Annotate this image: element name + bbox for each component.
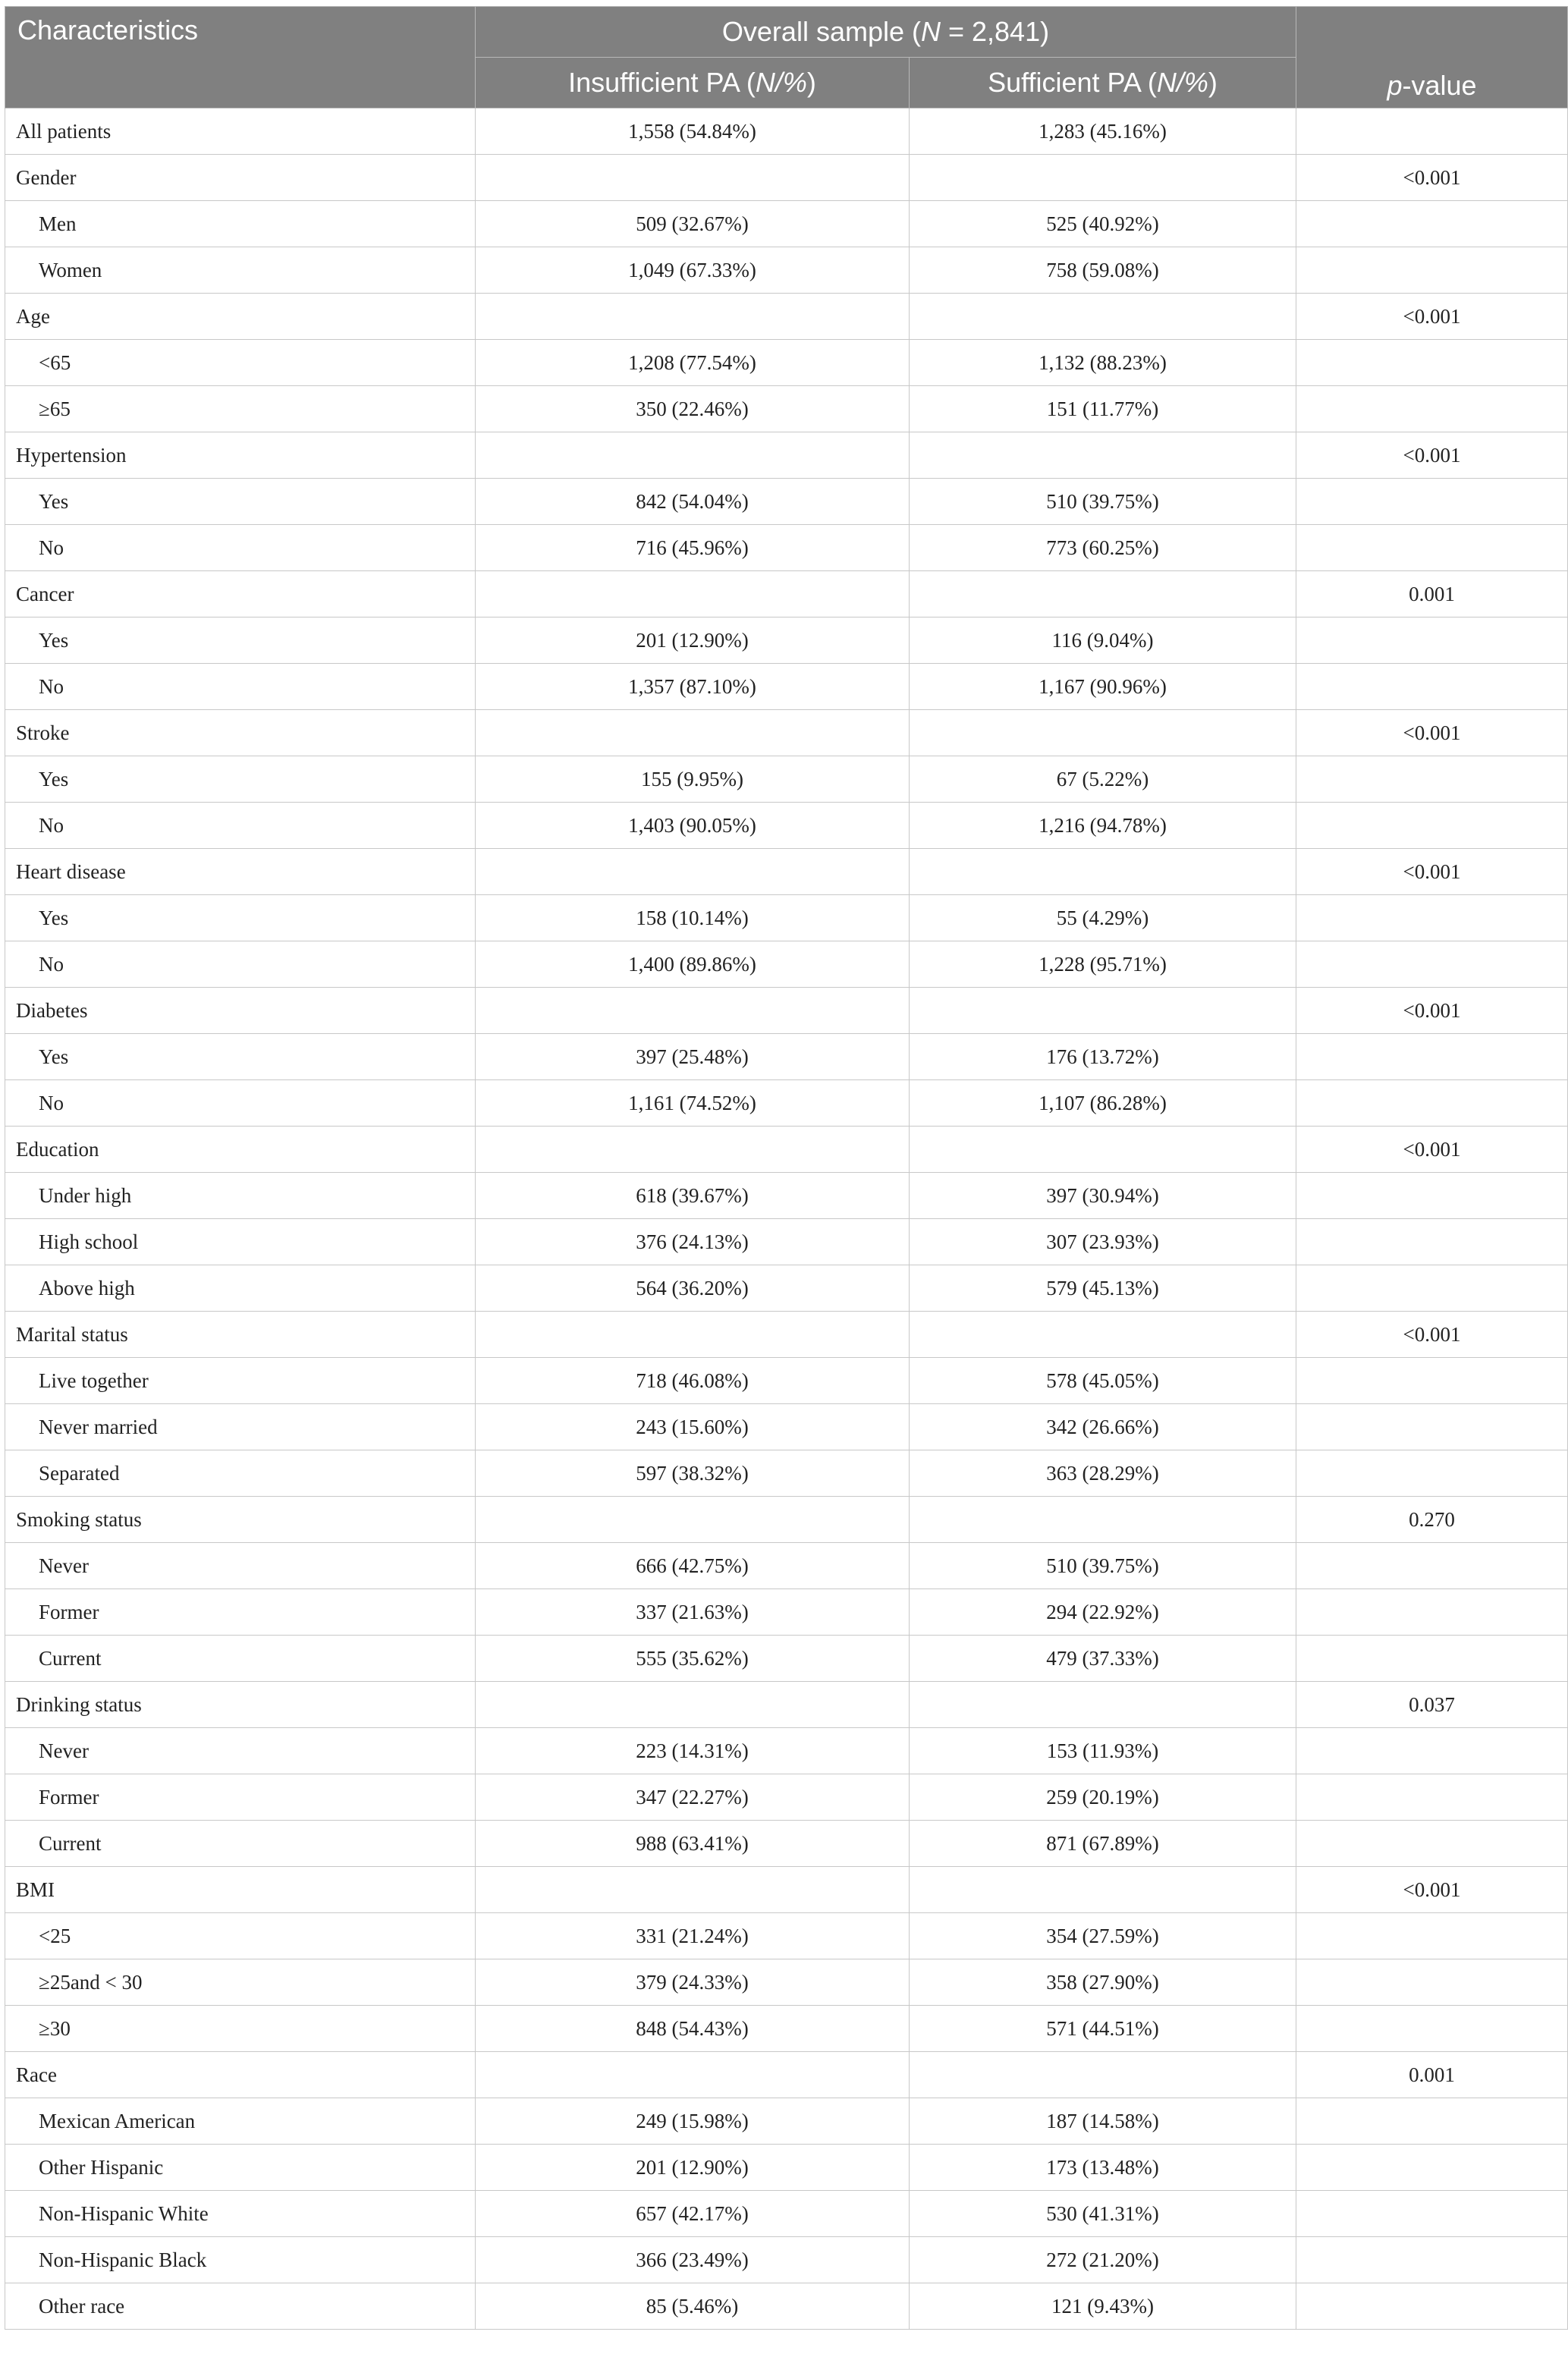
- insufficient-pa-cell: 842 (54.04%): [476, 479, 910, 525]
- sufficient-pa-cell: 116 (9.04%): [910, 617, 1296, 664]
- table-row: [5, 479, 1568, 525]
- table-row: [5, 1543, 1568, 1589]
- insufficient-pa-cell: [476, 155, 910, 201]
- p-value-cell: 0.001: [1296, 571, 1568, 617]
- table-row: [5, 849, 1568, 895]
- row-label: No: [5, 525, 476, 571]
- row-label: <25: [5, 1913, 476, 1959]
- insufficient-pa-cell: 223 (14.31%): [476, 1728, 910, 1774]
- header-sufficient-pa: Sufficient PA (N/%): [910, 58, 1296, 108]
- characteristics-table: [5, 6, 1568, 2330]
- sufficient-pa-cell: 363 (28.29%): [910, 1450, 1296, 1497]
- sufficient-pa-cell: [910, 710, 1296, 756]
- p-value-cell: [1296, 2283, 1568, 2330]
- row-label: Cancer: [5, 571, 476, 617]
- row-label: Separated: [5, 1450, 476, 1497]
- table-header: [5, 7, 1568, 108]
- table-row: [5, 988, 1568, 1034]
- table-row: [5, 155, 1568, 201]
- sufficient-pa-cell: 773 (60.25%): [910, 525, 1296, 571]
- table-row: [5, 1312, 1568, 1358]
- row-label: Under high: [5, 1173, 476, 1219]
- p-value-cell: [1296, 664, 1568, 710]
- row-label: Education: [5, 1127, 476, 1173]
- sufficient-pa-cell: 173 (13.48%): [910, 2145, 1296, 2191]
- table-row: [5, 2283, 1568, 2330]
- insufficient-pa-cell: [476, 294, 910, 340]
- insufficient-pa-cell: 379 (24.33%): [476, 1959, 910, 2006]
- row-label: Diabetes: [5, 988, 476, 1034]
- insufficient-pa-cell: 331 (21.24%): [476, 1913, 910, 1959]
- insufficient-pa-cell: [476, 1312, 910, 1358]
- table-row: [5, 941, 1568, 988]
- sufficient-pa-cell: 1,216 (94.78%): [910, 803, 1296, 849]
- sufficient-pa-cell: 510 (39.75%): [910, 479, 1296, 525]
- p-value-cell: [1296, 1728, 1568, 1774]
- insufficient-pa-cell: 1,400 (89.86%): [476, 941, 910, 988]
- p-value-cell: [1296, 941, 1568, 988]
- table-row: [5, 664, 1568, 710]
- p-value-cell: [1296, 108, 1568, 155]
- table-row: [5, 1034, 1568, 1080]
- sufficient-pa-cell: 397 (30.94%): [910, 1173, 1296, 1219]
- sufficient-pa-cell: 294 (22.92%): [910, 1589, 1296, 1636]
- row-label: Former: [5, 1774, 476, 1821]
- p-value-cell: [1296, 756, 1568, 803]
- insufficient-pa-cell: 337 (21.63%): [476, 1589, 910, 1636]
- header-p-value: p-value: [1296, 7, 1568, 108]
- sufficient-pa-cell: [910, 294, 1296, 340]
- row-label: Stroke: [5, 710, 476, 756]
- row-label: Other race: [5, 2283, 476, 2330]
- p-value-cell: <0.001: [1296, 849, 1568, 895]
- table-row: [5, 386, 1568, 432]
- sufficient-pa-cell: 525 (40.92%): [910, 201, 1296, 247]
- insufficient-pa-cell: [476, 2052, 910, 2098]
- p-value-cell: [1296, 1543, 1568, 1589]
- insufficient-pa-cell: 350 (22.46%): [476, 386, 910, 432]
- insufficient-pa-cell: 155 (9.95%): [476, 756, 910, 803]
- insufficient-pa-cell: 716 (45.96%): [476, 525, 910, 571]
- sufficient-pa-cell: 187 (14.58%): [910, 2098, 1296, 2145]
- p-value-cell: <0.001: [1296, 1127, 1568, 1173]
- sufficient-pa-cell: [910, 1497, 1296, 1543]
- p-value-cell: [1296, 2006, 1568, 2052]
- sufficient-pa-cell: [910, 155, 1296, 201]
- sufficient-pa-cell: 151 (11.77%): [910, 386, 1296, 432]
- insufficient-pa-cell: 1,208 (77.54%): [476, 340, 910, 386]
- p-value-cell: <0.001: [1296, 155, 1568, 201]
- row-label: Never: [5, 1728, 476, 1774]
- p-value-cell: [1296, 1636, 1568, 1682]
- table-row: [5, 756, 1568, 803]
- insufficient-pa-cell: 397 (25.48%): [476, 1034, 910, 1080]
- table-row: [5, 201, 1568, 247]
- sufficient-pa-cell: 55 (4.29%): [910, 895, 1296, 941]
- table-row: [5, 1867, 1568, 1913]
- row-label: No: [5, 1080, 476, 1127]
- row-label: Marital status: [5, 1312, 476, 1358]
- insufficient-pa-cell: 597 (38.32%): [476, 1450, 910, 1497]
- sufficient-pa-cell: 259 (20.19%): [910, 1774, 1296, 1821]
- sufficient-pa-cell: 176 (13.72%): [910, 1034, 1296, 1080]
- sufficient-pa-cell: 121 (9.43%): [910, 2283, 1296, 2330]
- sufficient-pa-cell: 871 (67.89%): [910, 1821, 1296, 1867]
- insufficient-pa-cell: 366 (23.49%): [476, 2237, 910, 2283]
- insufficient-pa-cell: 347 (22.27%): [476, 1774, 910, 1821]
- sufficient-pa-cell: [910, 988, 1296, 1034]
- p-value-cell: [1296, 247, 1568, 294]
- sufficient-pa-cell: 272 (21.20%): [910, 2237, 1296, 2283]
- row-label: ≥30: [5, 2006, 476, 2052]
- row-label: Former: [5, 1589, 476, 1636]
- sufficient-pa-cell: 354 (27.59%): [910, 1913, 1296, 1959]
- sufficient-pa-cell: 358 (27.90%): [910, 1959, 1296, 2006]
- insufficient-pa-cell: 158 (10.14%): [476, 895, 910, 941]
- table-row: [5, 1404, 1568, 1450]
- row-label: Non-Hispanic White: [5, 2191, 476, 2237]
- sufficient-pa-cell: 530 (41.31%): [910, 2191, 1296, 2237]
- p-value-cell: [1296, 1034, 1568, 1080]
- sufficient-pa-cell: 510 (39.75%): [910, 1543, 1296, 1589]
- insufficient-pa-cell: [476, 571, 910, 617]
- row-label: Gender: [5, 155, 476, 201]
- row-label: Other Hispanic: [5, 2145, 476, 2191]
- table-row: [5, 710, 1568, 756]
- p-value-cell: [1296, 1589, 1568, 1636]
- header-insufficient-pa: Insufficient PA (N/%): [476, 58, 910, 108]
- insufficient-pa-cell: 1,161 (74.52%): [476, 1080, 910, 1127]
- sufficient-pa-cell: 578 (45.05%): [910, 1358, 1296, 1404]
- insufficient-pa-cell: 718 (46.08%): [476, 1358, 910, 1404]
- row-label: ≥65: [5, 386, 476, 432]
- header-overall-sample: Overall sample (N = 2,841): [476, 7, 1296, 58]
- row-label: Non-Hispanic Black: [5, 2237, 476, 2283]
- p-value-cell: <0.001: [1296, 432, 1568, 479]
- sufficient-pa-cell: 1,132 (88.23%): [910, 340, 1296, 386]
- row-label: Never married: [5, 1404, 476, 1450]
- row-label: Yes: [5, 756, 476, 803]
- table-row: [5, 2098, 1568, 2145]
- insufficient-pa-cell: [476, 1497, 910, 1543]
- table-row: [5, 247, 1568, 294]
- insufficient-pa-cell: [476, 710, 910, 756]
- insufficient-pa-cell: 376 (24.13%): [476, 1219, 910, 1265]
- p-value-cell: [1296, 1774, 1568, 1821]
- insufficient-pa-cell: [476, 849, 910, 895]
- p-value-cell: [1296, 1959, 1568, 2006]
- p-value-cell: [1296, 1821, 1568, 1867]
- row-label: Drinking status: [5, 1682, 476, 1728]
- row-label: Yes: [5, 895, 476, 941]
- table-row: [5, 1589, 1568, 1636]
- row-label: ≥25and < 30: [5, 1959, 476, 2006]
- sufficient-pa-cell: 579 (45.13%): [910, 1265, 1296, 1312]
- insufficient-pa-cell: [476, 1867, 910, 1913]
- table-row: [5, 2191, 1568, 2237]
- table-row: [5, 2145, 1568, 2191]
- sufficient-pa-cell: [910, 1312, 1296, 1358]
- row-label: Live together: [5, 1358, 476, 1404]
- table-row: [5, 1080, 1568, 1127]
- header-characteristics: Characteristics: [5, 7, 476, 108]
- table-row: [5, 525, 1568, 571]
- row-label: Never: [5, 1543, 476, 1589]
- p-value-cell: [1296, 1913, 1568, 1959]
- table-body: [5, 108, 1568, 2330]
- p-value-cell: [1296, 1404, 1568, 1450]
- p-value-cell: [1296, 2237, 1568, 2283]
- table-row: [5, 2006, 1568, 2052]
- p-value-cell: [1296, 386, 1568, 432]
- p-value-cell: [1296, 340, 1568, 386]
- insufficient-pa-cell: 555 (35.62%): [476, 1636, 910, 1682]
- p-value-cell: [1296, 895, 1568, 941]
- row-label: BMI: [5, 1867, 476, 1913]
- insufficient-pa-cell: 1,403 (90.05%): [476, 803, 910, 849]
- insufficient-pa-cell: 85 (5.46%): [476, 2283, 910, 2330]
- sufficient-pa-cell: 307 (23.93%): [910, 1219, 1296, 1265]
- row-label: All patients: [5, 108, 476, 155]
- table-row: [5, 1636, 1568, 1682]
- sufficient-pa-cell: [910, 432, 1296, 479]
- row-label: No: [5, 803, 476, 849]
- row-label: Heart disease: [5, 849, 476, 895]
- p-value-cell: [1296, 201, 1568, 247]
- sufficient-pa-cell: [910, 1867, 1296, 1913]
- p-value-cell: [1296, 1219, 1568, 1265]
- p-value-cell: [1296, 1173, 1568, 1219]
- table-row: [5, 1173, 1568, 1219]
- sufficient-pa-cell: 758 (59.08%): [910, 247, 1296, 294]
- row-label: Mexican American: [5, 2098, 476, 2145]
- insufficient-pa-cell: [476, 988, 910, 1034]
- p-value-cell: [1296, 525, 1568, 571]
- insufficient-pa-cell: [476, 1127, 910, 1173]
- p-value-cell: <0.001: [1296, 294, 1568, 340]
- insufficient-pa-cell: 249 (15.98%): [476, 2098, 910, 2145]
- table-row: [5, 2052, 1568, 2098]
- row-label: Race: [5, 2052, 476, 2098]
- insufficient-pa-cell: 666 (42.75%): [476, 1543, 910, 1589]
- insufficient-pa-cell: 657 (42.17%): [476, 2191, 910, 2237]
- row-label: Smoking status: [5, 1497, 476, 1543]
- p-value-cell: 0.001: [1296, 2052, 1568, 2098]
- table-row: [5, 617, 1568, 664]
- p-value-cell: [1296, 1080, 1568, 1127]
- table-row: [5, 1728, 1568, 1774]
- table-row: [5, 1358, 1568, 1404]
- row-label: Hypertension: [5, 432, 476, 479]
- sufficient-pa-cell: 67 (5.22%): [910, 756, 1296, 803]
- row-label: Women: [5, 247, 476, 294]
- table-row: [5, 1127, 1568, 1173]
- row-label: High school: [5, 1219, 476, 1265]
- table-row: [5, 1913, 1568, 1959]
- sufficient-pa-cell: 479 (37.33%): [910, 1636, 1296, 1682]
- insufficient-pa-cell: 509 (32.67%): [476, 201, 910, 247]
- insufficient-pa-cell: 1,558 (54.84%): [476, 108, 910, 155]
- row-label: No: [5, 664, 476, 710]
- sufficient-pa-cell: 1,107 (86.28%): [910, 1080, 1296, 1127]
- insufficient-pa-cell: 201 (12.90%): [476, 617, 910, 664]
- sufficient-pa-cell: [910, 1682, 1296, 1728]
- p-value-cell: [1296, 1358, 1568, 1404]
- p-value-cell: [1296, 1265, 1568, 1312]
- insufficient-pa-cell: 1,049 (67.33%): [476, 247, 910, 294]
- sufficient-pa-cell: [910, 1127, 1296, 1173]
- sufficient-pa-cell: 153 (11.93%): [910, 1728, 1296, 1774]
- p-value-cell: <0.001: [1296, 988, 1568, 1034]
- sufficient-pa-cell: 1,167 (90.96%): [910, 664, 1296, 710]
- row-label: Men: [5, 201, 476, 247]
- row-label: Age: [5, 294, 476, 340]
- row-label: No: [5, 941, 476, 988]
- sufficient-pa-cell: 1,283 (45.16%): [910, 108, 1296, 155]
- row-label: Yes: [5, 479, 476, 525]
- row-label: Current: [5, 1636, 476, 1682]
- p-value-cell: <0.001: [1296, 1867, 1568, 1913]
- table-row: [5, 1265, 1568, 1312]
- table-row: [5, 1682, 1568, 1728]
- table-row: [5, 803, 1568, 849]
- table-row: [5, 1219, 1568, 1265]
- insufficient-pa-cell: 243 (15.60%): [476, 1404, 910, 1450]
- sufficient-pa-cell: 1,228 (95.71%): [910, 941, 1296, 988]
- row-label: Above high: [5, 1265, 476, 1312]
- insufficient-pa-cell: 618 (39.67%): [476, 1173, 910, 1219]
- sufficient-pa-cell: [910, 571, 1296, 617]
- table-row: [5, 1774, 1568, 1821]
- table-row: [5, 294, 1568, 340]
- table-row: [5, 571, 1568, 617]
- table-row: [5, 1497, 1568, 1543]
- insufficient-pa-cell: 988 (63.41%): [476, 1821, 910, 1867]
- table-row: [5, 340, 1568, 386]
- p-value-cell: [1296, 803, 1568, 849]
- p-value-cell: <0.001: [1296, 1312, 1568, 1358]
- table-row: [5, 2237, 1568, 2283]
- insufficient-pa-cell: 201 (12.90%): [476, 2145, 910, 2191]
- table-row: [5, 1959, 1568, 2006]
- table-row: [5, 1821, 1568, 1867]
- insufficient-pa-cell: 848 (54.43%): [476, 2006, 910, 2052]
- table-row: [5, 1450, 1568, 1497]
- p-value-cell: [1296, 617, 1568, 664]
- p-value-cell: [1296, 1450, 1568, 1497]
- row-label: Current: [5, 1821, 476, 1867]
- sufficient-pa-cell: [910, 849, 1296, 895]
- p-value-cell: [1296, 2145, 1568, 2191]
- p-value-cell: [1296, 2098, 1568, 2145]
- p-value-cell: <0.001: [1296, 710, 1568, 756]
- insufficient-pa-cell: [476, 432, 910, 479]
- p-value-cell: [1296, 479, 1568, 525]
- table-row: [5, 895, 1568, 941]
- insufficient-pa-cell: 564 (36.20%): [476, 1265, 910, 1312]
- sufficient-pa-cell: 342 (26.66%): [910, 1404, 1296, 1450]
- row-label: Yes: [5, 617, 476, 664]
- sufficient-pa-cell: [910, 2052, 1296, 2098]
- p-value-cell: 0.270: [1296, 1497, 1568, 1543]
- p-value-cell: 0.037: [1296, 1682, 1568, 1728]
- insufficient-pa-cell: 1,357 (87.10%): [476, 664, 910, 710]
- row-label: Yes: [5, 1034, 476, 1080]
- table-row: [5, 432, 1568, 479]
- p-value-cell: [1296, 2191, 1568, 2237]
- row-label: <65: [5, 340, 476, 386]
- insufficient-pa-cell: [476, 1682, 910, 1728]
- sufficient-pa-cell: 571 (44.51%): [910, 2006, 1296, 2052]
- table-row: [5, 108, 1568, 155]
